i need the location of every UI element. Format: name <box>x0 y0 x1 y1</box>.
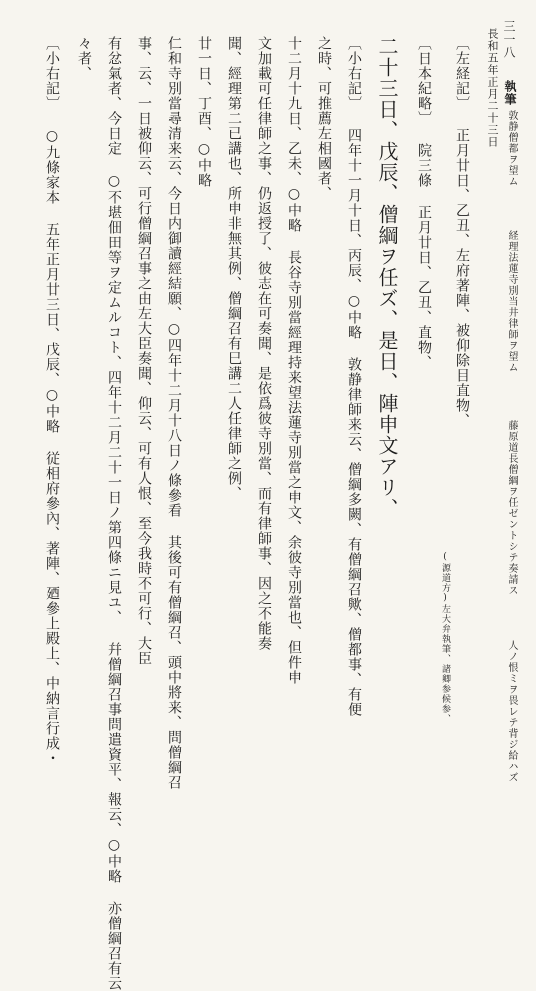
text-column-4: 〔小右記〕 四年十一月十日、丙辰、○中略 敦静律師来云、僧綱多闕、有僧綱召歟、僧都事、有便 <box>346 36 362 717</box>
page-number: 三一八 <box>502 20 516 59</box>
text-column-12: 有忿氣者、今日定 ○不堪佃田等ヲ定ムルコト、四年十二月二十一日ノ第四條ニ見ユ、 幷僧綱召事問遣資平、報云、○中略 亦僧綱召有云 <box>106 36 122 991</box>
text-column-9: 廿一日、丁酉、○中略 <box>196 36 212 188</box>
text-column-6: 十二月十九日、乙未、○中略 長谷寺別當經理持来望法蓮寺別當之申文、余彼寺別當也、但件申 <box>286 36 302 685</box>
text-column-5: 之時、可推薦左相國者、 <box>316 36 332 201</box>
text-column-11: 事、云、一日被仰云、可行僧綱召事之由左大臣奏聞、仰云、可有人恨、至今我時不可行、大臣 <box>136 36 152 666</box>
text-column-13: 々者、 <box>76 36 92 81</box>
text-column-1: 〔左経記〕 正月廿日、乙丑、左府著陣、被仰除目直物、 <box>454 36 470 428</box>
text-column-8: 聞、經理第二已講也、所申非無其例、僧綱召有巳講二人任律師之例、 <box>226 36 242 501</box>
running-title: 長和五年正月二十三日 <box>486 28 499 148</box>
margin-gloss-4: 人ノ恨ミヲ畏レテ背ジ給ハズ <box>506 640 517 783</box>
text-column-14: 〔小右記〕 ○九條家本 五年正月廿三日、戊辰、○中略 従相府參內、著陣、廼參上殿上、中納言行成・ <box>44 36 60 766</box>
text-column-10: 仁和寺別當尋清来云、今日内御讀經結願、○四年十二月十八日ノ條參看 其後可有僧綱召、頭中將来、問僧綱召 <box>166 36 182 790</box>
text-column-3: 二十三日、戊辰、僧綱ヲ任ズ、是日、陣申文アリ、 <box>375 36 399 519</box>
text-column-7: 文加載可任律師之事、仍返授了、彼志在可奏聞、是依爲彼寺別當、而有律師事、因之不能奏 <box>256 36 272 651</box>
margin-label: 執筆 <box>503 80 517 106</box>
margin-gloss-2: 経理法蓮寺別当井律師ヲ望ム <box>506 230 517 373</box>
text-column-1-note: (源道方)左大弁執筆、諸卿参候参、 <box>440 552 450 724</box>
margin-gloss-1: 敦静僧都ヲ望ム <box>506 110 517 187</box>
margin-gloss-3: 藤原道長僧綱ヲ任ゼントシテ奏請ス <box>506 420 517 596</box>
text-column-2: 〔日本紀略〕 院三條 正月廿日、乙丑、直物、 <box>416 36 432 370</box>
